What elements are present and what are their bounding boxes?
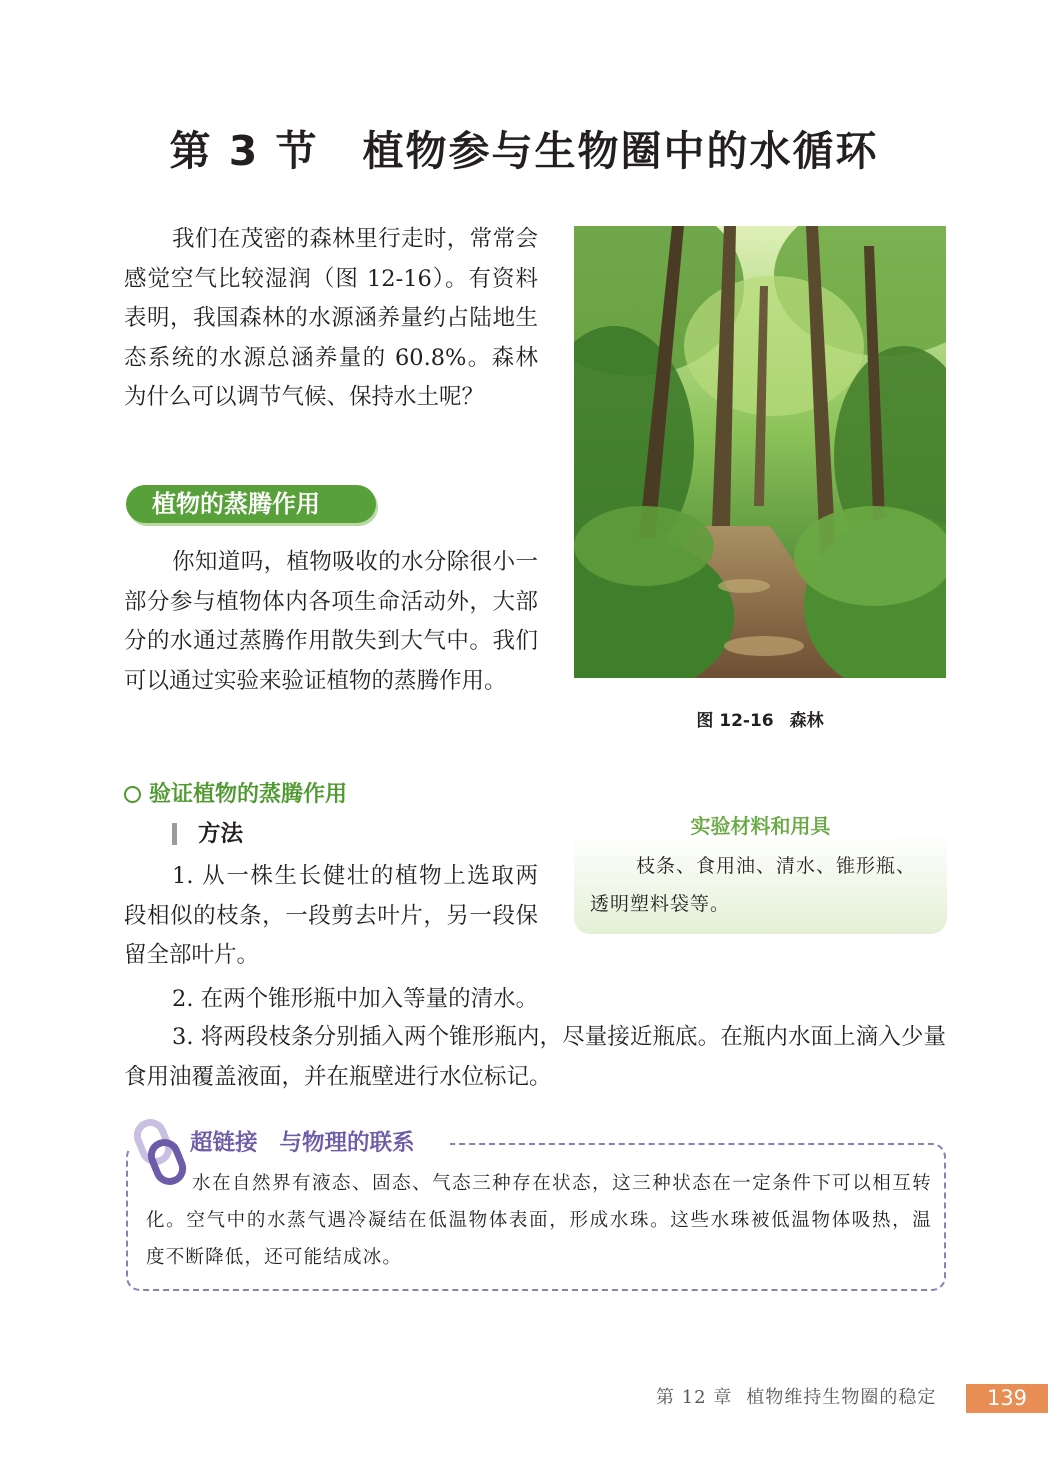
method-step-1: 1. 从一株生长健壮的植物上选取两段相似的枝条，一段剪去叶片，另一段保留全部叶片。 [124, 863, 538, 968]
circle-bullet-icon [124, 786, 141, 803]
forest-photo-illustration [574, 226, 946, 678]
method-bar-icon [172, 823, 177, 845]
hyperlink-title [190, 1128, 415, 1158]
method-label: 方法 [198, 821, 244, 847]
intro-paragraph: 我们在茂密的森林里行走时，常常会感觉空气比较湿润（图 12-16）。有资料表明，我国森林的水源涵养量约占陆地生态系统的水源总涵养量的 60.8%。森林为什么可以调节气候、保持水土呢？ [124, 226, 538, 410]
experiment-title-text: 验证植物的蒸腾作用 [149, 782, 348, 807]
materials-title: 实验材料和用具 [690, 814, 831, 838]
figure-caption-text: 森林 [789, 711, 824, 731]
experiment-title [124, 780, 347, 810]
page-title [0, 118, 1048, 177]
hyperlink-label: 超链接 [190, 1130, 258, 1156]
section-heading: 植物的蒸腾作用 [126, 485, 376, 523]
page-number: 139 [966, 1384, 1048, 1413]
method-step-2: 2. 在两个锥形瓶中加入等量的清水。 [172, 986, 539, 1012]
transpiration-paragraph: 你知道吗，植物吸收的水分除很小一部分参与植物体内各项生命活动外，大部分的水通过蒸腾作用散失到大气中。我们可以通过实验来验证植物的蒸腾作用。 [124, 549, 538, 694]
hyperlink-text: 水在自然界有液态、固态、气态三种存在状态，这三种状态在一定条件下可以相互转化。空气中的水蒸气遇冷凝结在低温物体表面，形成水珠。这些水珠被低温物体吸热，温度不断降低，还可能结成冰。 [146, 1173, 932, 1268]
chapter-number: 第 12 章 [656, 1387, 733, 1408]
section-topic: 植物参与生物圈中的水循环 [362, 127, 879, 175]
figure-number: 图 12-16 [696, 711, 774, 731]
hyperlink-subject: 与物理的联系 [279, 1130, 415, 1156]
materials-text: 枝条、食用油、清水、锥形瓶、透明塑料袋等。 [590, 855, 917, 915]
footer-chapter [656, 1383, 936, 1413]
chapter-title: 植物维持生物圈的稳定 [746, 1387, 937, 1408]
forest-photo [574, 226, 946, 678]
figure-caption [574, 706, 946, 731]
method-step-3: 3. 将两段枝条分别插入两个锥形瓶内，尽量接近瓶底。在瓶内水面上滴入少量食用油覆盖液面，并在瓶壁进行水位标记。 [124, 1024, 946, 1090]
section-number: 第 3 节 [169, 127, 319, 175]
materials-box [574, 800, 947, 934]
